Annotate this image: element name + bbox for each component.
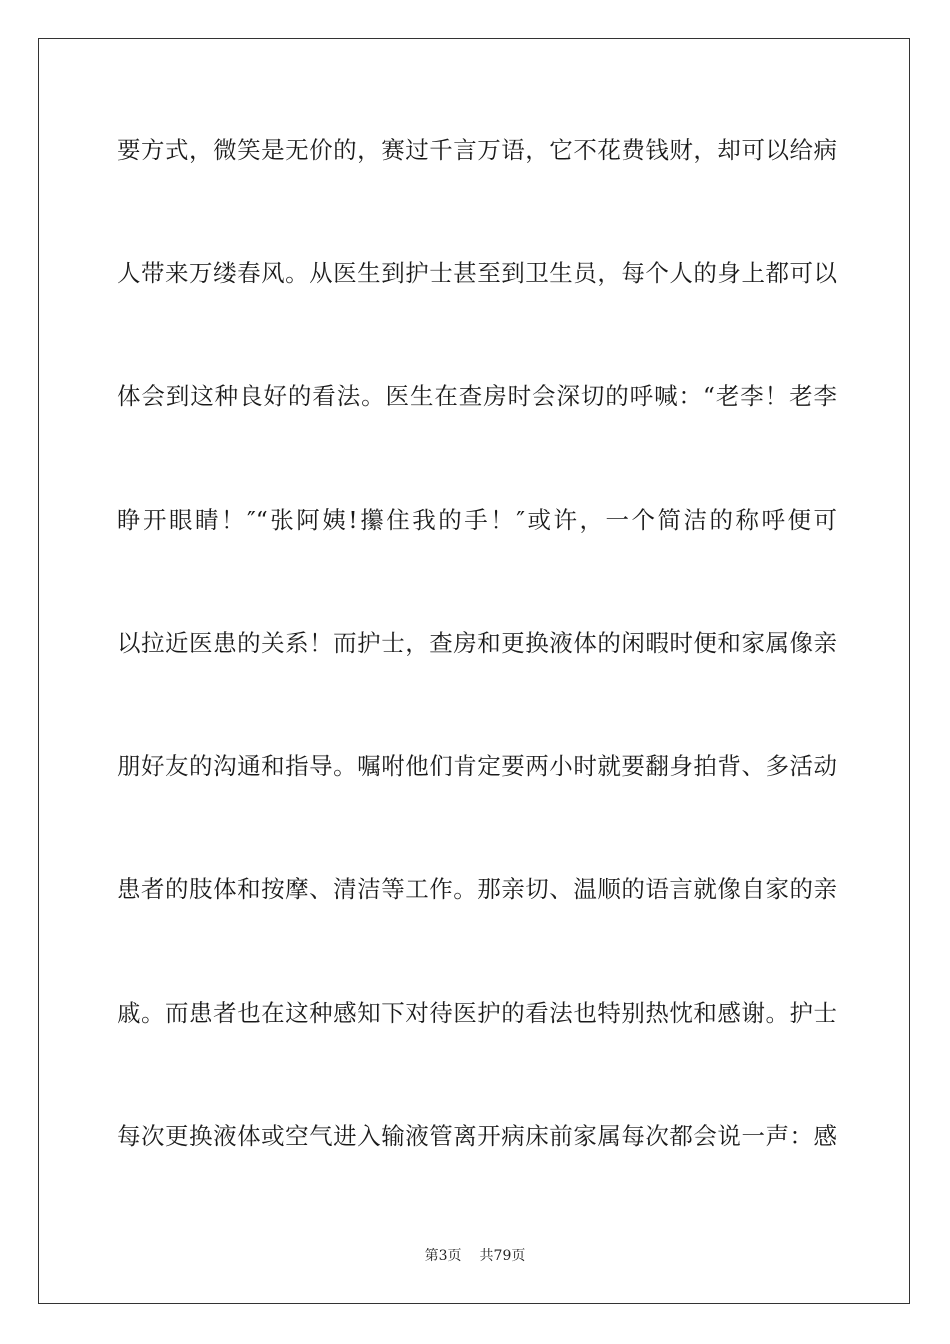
text-line-3: 体会到这种良好的看法。医生在查房时会深切的呼喊：“老李！老李 bbox=[117, 382, 837, 410]
text-line-7: 患者的肢体和按摩、清洁等工作。那亲切、温顺的语言就像自家的亲 bbox=[117, 875, 837, 903]
text-line-4: 睁开眼睛！″“张阿姨!攥住我的手！″或许，一个简洁的称呼便可 bbox=[117, 506, 837, 534]
text-line-5: 以拉近医患的关系！而护士，查房和更换液体的闲暇时便和家属像亲 bbox=[117, 629, 837, 657]
text-line-6: 朋好友的沟通和指导。嘱咐他们肯定要两小时就要翻身拍背、多活动 bbox=[117, 752, 837, 780]
page-footer bbox=[0, 1246, 950, 1266]
text-line-2: 人带来万缕春风。从医生到护士甚至到卫生员，每个人的身上都可以 bbox=[117, 259, 837, 287]
text-line-1: 要方式，微笑是无价的，赛过千言万语，它不花费钱财，却可以给病 bbox=[117, 136, 837, 164]
text-line-9: 每次更换液体或空气进入输液管离开病床前家属每次都会说一声：感 bbox=[117, 1122, 837, 1150]
total-pages: 共79页 bbox=[479, 1248, 526, 1264]
page-border bbox=[38, 38, 910, 1304]
page-number: 第3页 bbox=[424, 1248, 462, 1264]
text-line-8: 戚。而患者也在这种感知下对待医护的看法也特别热忱和感谢。护士 bbox=[117, 999, 837, 1027]
